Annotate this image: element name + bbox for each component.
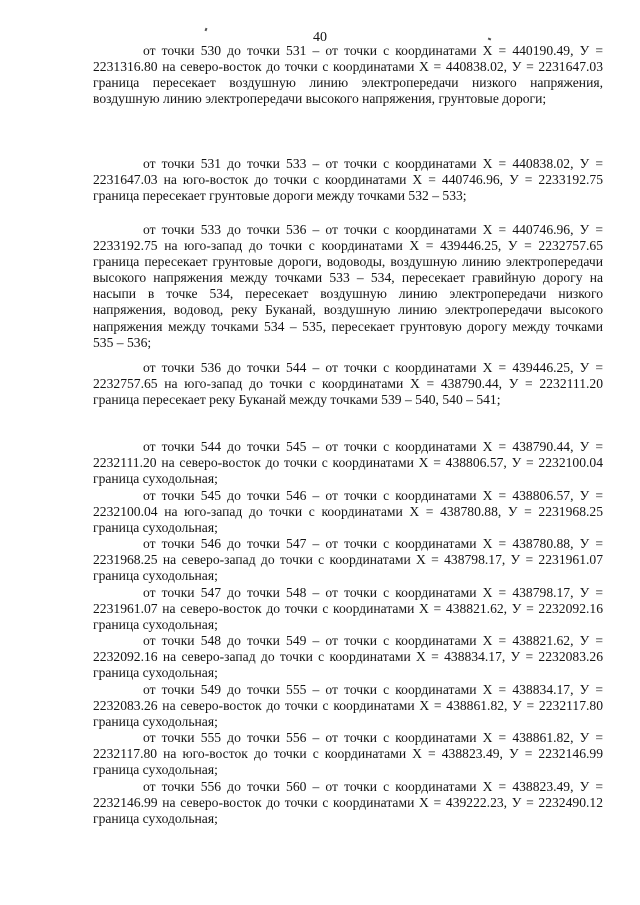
boundary-paragraph-531-533: от точки 531 до точки 533 – от точки с координатами Х = 440838.02, У = 2231647.03 на юго-восток до точки с координатами Х = 440746.96, У = 2233192.75 граница пересекает грунтовые дороги между точками 532 – 533;: [93, 156, 603, 204]
boundary-paragraph-548-549: от точки 548 до точки 549 – от точки с координатами Х = 438821.62, У = 2232092.16 на северо-запад до точки с координатами Х = 438834.17, У = 2232083.26 граница суходольная;: [93, 633, 603, 681]
boundary-paragraph-549-555: от точки 549 до точки 555 – от точки с координатами Х = 438834.17, У = 2232083.26 на северо-восток до точки с координатами Х = 438861.82, У = 2232117.80 граница суходольная;: [93, 682, 603, 730]
boundary-paragraph-546-547: от точки 546 до точки 547 – от точки с координатами Х = 438780.88, У = 2231968.25 на северо-запад до точки с координатами Х = 438798.17, У = 2231961.07 граница суходольная;: [93, 536, 603, 584]
page-number: 40: [313, 30, 327, 45]
boundary-paragraph-536-544: от точки 536 до точки 544 – от точки с координатами Х = 439446.25, У = 2232757.65 на юго-запад до точки с координатами Х = 438790.44, У = 2232111.20 граница пересекает реку Буканай между точками 539 – 540, 540 – 541;: [93, 360, 603, 408]
boundary-paragraph-544-545: от точки 544 до точки 545 – от точки с координатами Х = 438790.44, У = 2232111.20 на северо-восток до точки с координатами Х = 438806.57, У = 2232100.04 граница суходольная;: [93, 439, 603, 487]
boundary-paragraph-555-556: от точки 555 до точки 556 – от точки с координатами Х = 438861.82, У = 2232117.80 на юго-восток до точки с координатами Х = 438823.49, У = 2232146.99 граница суходольная;: [93, 730, 603, 778]
boundary-paragraph-530-531: от точки 530 до точки 531 – от точки с координатами Х = 440190.49, У = 2231316.80 на северо-восток до точки с координатами Х = 440838.02, У = 2231647.03 граница пересекает воздушную линию электропередачи низкого напряжения, воздушную линию электропередачи высокого напряжения, грунтовые дороги;: [93, 43, 603, 107]
boundary-paragraph-547-548: от точки 547 до точки 548 – от точки с координатами Х = 438798.17, У = 2231961.07 на северо-восток до точки с координатами Х = 438821.62, У = 2232092.16 граница суходольная;: [93, 585, 603, 633]
boundary-paragraph-545-546: от точки 545 до точки 546 – от точки с координатами Х = 438806.57, У = 2232100.04 на юго-запад до точки с координатами Х = 438780.88, У = 2231968.25 граница суходольная;: [93, 488, 603, 536]
boundary-paragraph-533-536: от точки 533 до точки 536 – от точки с координатами Х = 440746.96, У = 2233192.75 на юго-запад до точки с координатами Х = 439446.25, У = 2232757.65 граница пересекает грунтовые дороги, водоводы, воздушную линию электропередачи высокого напряжения между точками 533 – 534, пересекает гравийную дорогу на насыпи в точке 534, пересекает воздушную линию электропередачи низкого напряжения, водовод, реку Буканай, воздушную линию электропередачи высокого напряжения между точками 534 – 535, пересекает грунтовую дорогу между точками 535 – 536;: [93, 222, 603, 350]
boundary-paragraph-556-560: от точки 556 до точки 560 – от точки с координатами Х = 438823.49, У = 2232146.99 на северо-восток до точки с координатами Х = 439222.23, У = 2232490.12 граница суходольная;: [93, 779, 603, 827]
